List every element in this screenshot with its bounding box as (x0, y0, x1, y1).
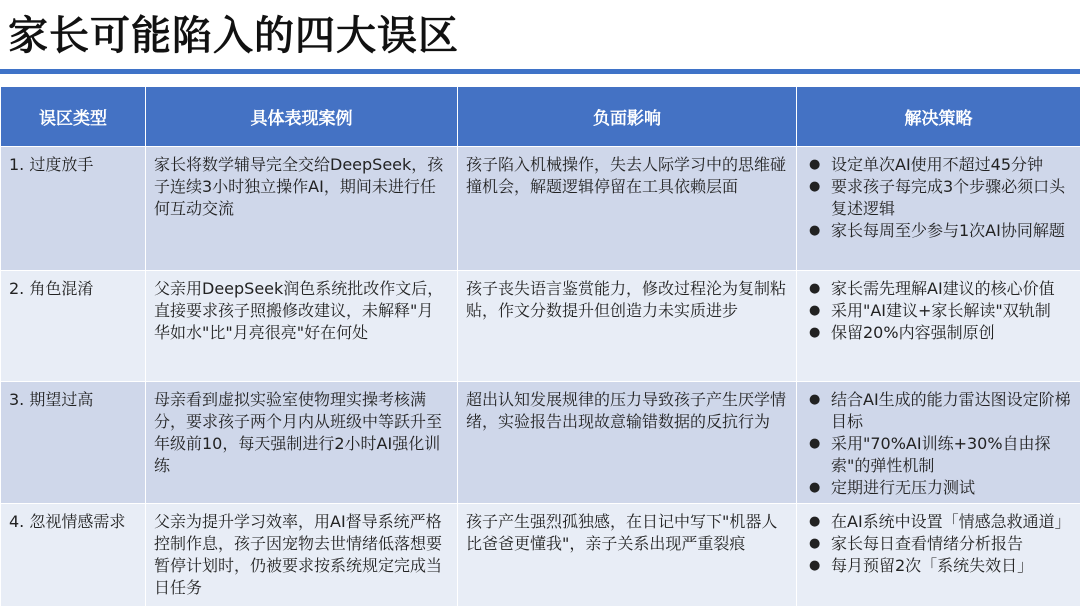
table-row (1, 271, 1080, 382)
strategy-item: ● 在AI系统中设置「情感急救通道」 (805, 511, 1072, 533)
row-strategy-cell (797, 504, 1080, 607)
row-case-cell: 家长将数学辅导完全交给DeepSeek，孩子连续3小时独立操作AI，期间未进行任何互动交流 (146, 147, 458, 271)
header-case: 具体表现案例 (146, 87, 458, 147)
strategy-item: ● 采用"70%AI训练+30%自由探索"的弹性机制 (805, 433, 1072, 477)
row-case-cell: 父亲为提升学习效率，用AI督导系统严格控制作息，孩子因宠物去世情绪低落想要暂停计划时，仍被要求按系统规定完成当日任务 (146, 504, 458, 607)
page-title: 家长可能陷入的四大误区 (8, 13, 459, 59)
strategy-list (805, 389, 1072, 499)
table-header-row (1, 87, 1080, 147)
strategy-item: ● 定期进行无压力测试 (805, 477, 1072, 499)
header-misconception-type: 误区类型 (1, 87, 146, 147)
strategy-list (805, 278, 1072, 344)
row-type-cell: 4. 忽视情感需求 (1, 504, 146, 607)
row-strategy-cell (797, 382, 1080, 504)
row-impact-cell: 超出认知发展规律的压力导致孩子产生厌学情绪，实验报告出现故意输错数据的反抗行为 (458, 382, 797, 504)
row-type-cell: 1. 过度放手 (1, 147, 146, 271)
table-row (1, 504, 1080, 607)
table-row (1, 147, 1080, 271)
table-row (1, 382, 1080, 504)
row-impact-cell: 孩子产生强烈孤独感，在日记中写下"机器人比爸爸更懂我"，亲子关系出现严重裂痕 (458, 504, 797, 607)
misconceptions-table-container (0, 86, 1080, 607)
row-type-cell: 2. 角色混淆 (1, 271, 146, 382)
row-case-cell: 母亲看到虚拟实验室使物理实操考核满分，要求孩子两个月内从班级中等跃升至年级前10，每天强制进行2小时AI强化训练 (146, 382, 458, 504)
strategy-item: ● 保留20%内容强制原创 (805, 322, 1072, 344)
strategy-item: ● 家长每日查看情绪分析报告 (805, 533, 1072, 555)
strategy-list (805, 154, 1072, 242)
strategy-item: ● 要求孩子每完成3个步骤必须口头复述逻辑 (805, 176, 1072, 220)
row-impact-cell: 孩子陷入机械操作，失去人际学习中的思维碰撞机会，解题逻辑停留在工具依赖层面 (458, 147, 797, 271)
title-underline (0, 69, 1080, 74)
strategy-item: ● 家长每周至少参与1次AI协同解题 (805, 220, 1072, 242)
strategy-item: ● 采用"AI建议+家长解读"双轨制 (805, 300, 1072, 322)
row-type-cell: 3. 期望过高 (1, 382, 146, 504)
strategy-item: ● 设定单次AI使用不超过45分钟 (805, 154, 1072, 176)
header-impact: 负面影响 (458, 87, 797, 147)
misconceptions-table (0, 86, 1080, 607)
strategy-item: ● 家长需先理解AI建议的核心价值 (805, 278, 1072, 300)
row-strategy-cell (797, 147, 1080, 271)
strategy-item: ● 每月预留2次「系统失效日」 (805, 555, 1072, 577)
header-strategy: 解决策略 (797, 87, 1080, 147)
row-impact-cell: 孩子丧失语言鉴赏能力，修改过程沦为复制粘贴，作文分数提升但创造力未实质进步 (458, 271, 797, 382)
row-case-cell: 父亲用DeepSeek润色系统批改作文后，直接要求孩子照搬修改建议，未解释"月华如水"比"月亮很亮"好在何处 (146, 271, 458, 382)
strategy-item: ● 结合AI生成的能力雷达图设定阶梯目标 (805, 389, 1072, 433)
strategy-list (805, 511, 1072, 577)
row-strategy-cell (797, 271, 1080, 382)
